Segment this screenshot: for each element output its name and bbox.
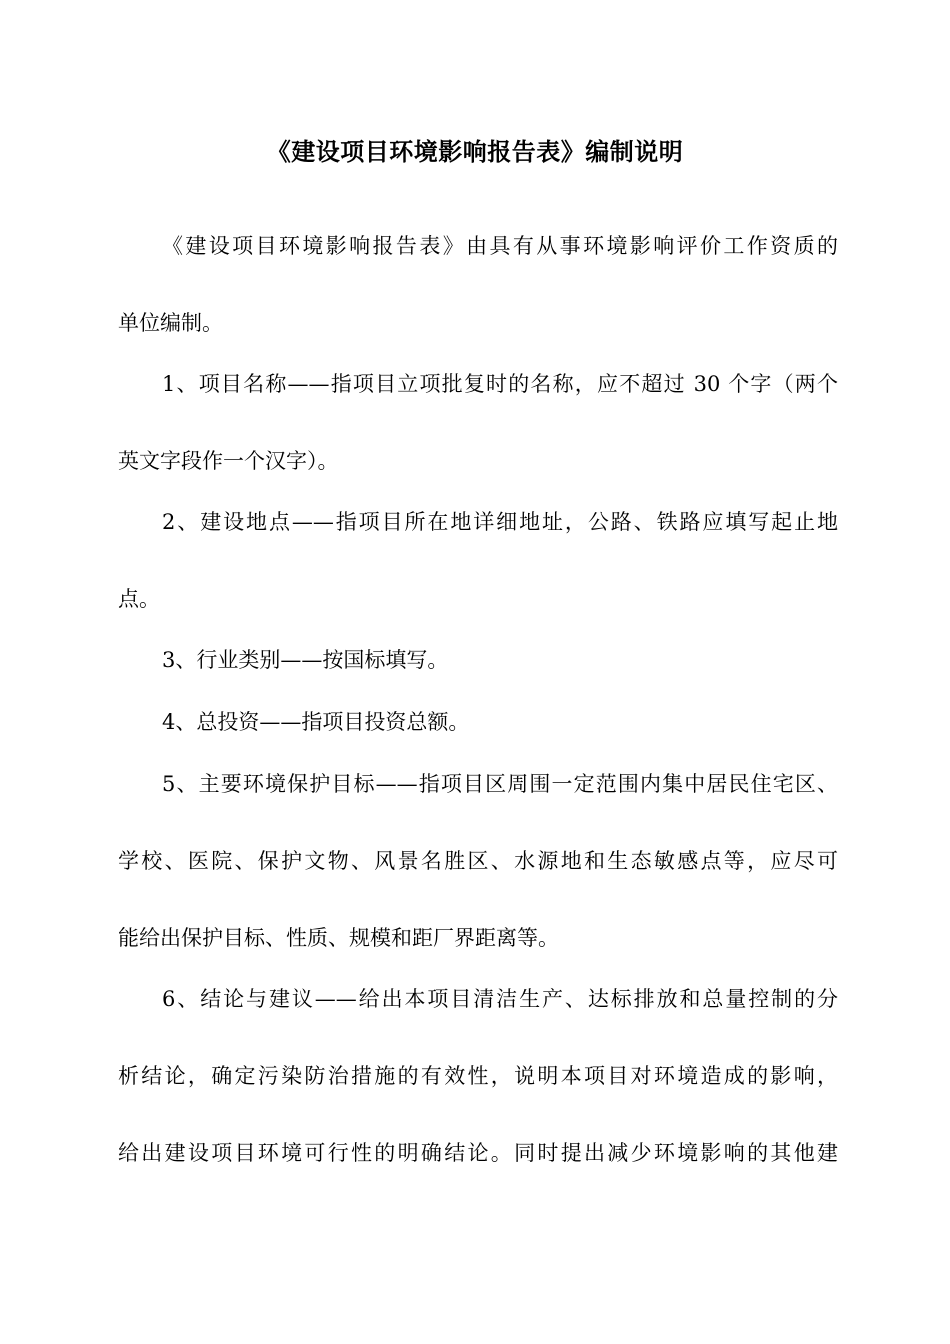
document-title: 《建设项目环境影响报告表》编制说明 [266,137,684,166]
paragraph-line: 析结论，确定污染防治措施的有效性，说明本项目对环境造成的影响， [118,1064,838,1088]
paragraph-line: 英文字段作一个汉字）。 [118,449,339,473]
paragraph-line: 给出建设项目环境可行性的明确结论。同时提出减少环境影响的其他建 [118,1141,838,1165]
paragraph-line: 5、主要环境保护目标——指项目区周围一定范围内集中居民住宅区、 [162,772,838,796]
paragraph-line: 学校、医院、保护文物、风景名胜区、水源地和生态敏感点等，应尽可 [118,849,838,873]
paragraph-line: 能给出保护目标、性质、规模和距厂界距离等。 [118,926,559,950]
paragraph-line: 4、总投资——指项目投资总额。 [162,710,470,734]
paragraph-line: 6、结论与建议——给出本项目清洁生产、达标排放和总量控制的分 [162,987,838,1011]
paragraph-line: 单位编制。 [118,311,223,335]
paragraph-line: 1、项目名称——指项目立项批复时的名称，应不超过 30 个字（两个 [162,372,838,396]
paragraph-line: 2、建设地点——指项目所在地详细地址，公路、铁路应填写起止地 [162,510,838,534]
paragraph-line: 《建设项目环境影响报告表》由具有从事环境影响评价工作资质的 [162,234,838,258]
paragraph-line: 3、行业类别——按国标填写。 [162,648,449,672]
paragraph-line: 点。 [118,587,160,611]
